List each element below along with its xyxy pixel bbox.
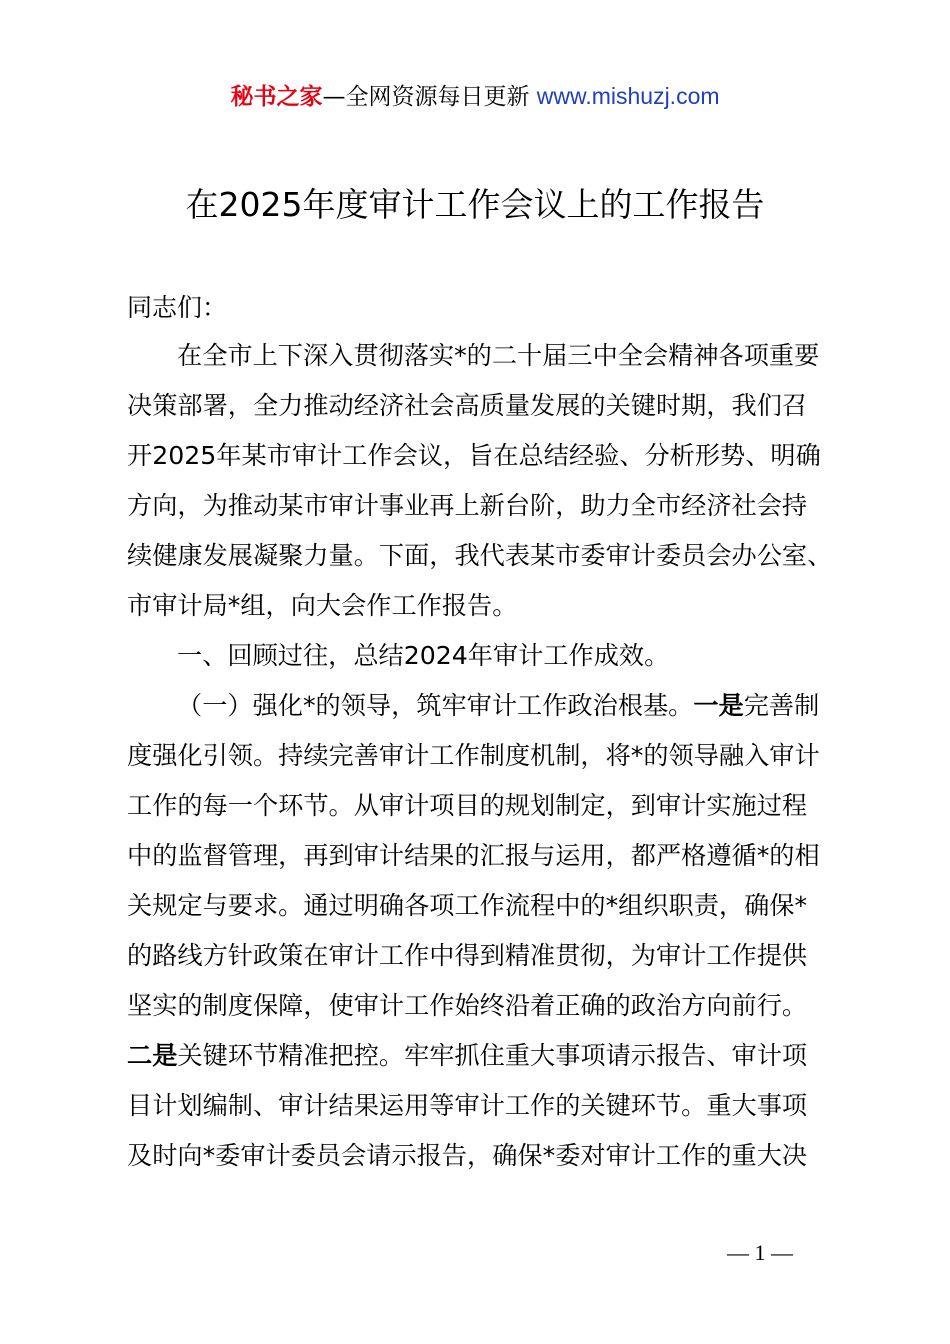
paragraph-line: 方向，为推动某市审计事业再上新台阶，助力全市经济社会持: [127, 491, 808, 520]
subsection-heading: （一）强化*的领导，筑牢审计工作政治根基。一是完善制: [177, 691, 820, 720]
paragraph-line: 工作的每一个环节。从审计项目的规划制定，到审计实施过程: [127, 791, 808, 820]
paragraph-line: 市审计局*组，向大会作工作报告。: [127, 591, 518, 620]
salutation: 同志们：: [127, 293, 228, 322]
paragraph-line: 度强化引领。持续完善审计工作制度机制，将*的领导融入审计: [127, 741, 820, 770]
paragraph-line: 目计划编制、审计结果运用等审计工作的关键环节。重大事项: [127, 1091, 808, 1120]
paragraph-line: 中的监督管理，再到审计结果的汇报与运用，都严格遵循*的相: [127, 841, 820, 870]
paragraph-line: 在全市上下深入贯彻落实*的二十届三中全会精神各项重要: [177, 341, 820, 370]
paragraph-line: 的路线方针政策在审计工作中得到精准贯彻，为审计工作提供: [127, 941, 808, 970]
section-heading: 一、回顾过往，总结2024年审计工作成效。: [177, 641, 670, 670]
brand-name: 秘书之家: [230, 84, 323, 110]
paragraph-line: 续健康发展凝聚力量。下面，我代表某市委审计委员会办公室、: [127, 541, 833, 570]
document-title: 在2025年度审计工作会议上的工作报告: [185, 185, 765, 224]
paragraph-line: 坚实的制度保障，使审计工作始终沿着正确的政治方向前行。: [127, 991, 808, 1020]
paragraph-line: 及时向*委审计委员会请示报告，确保*委对审计工作的重大决: [127, 1141, 808, 1170]
page-number: — 1 —: [727, 1240, 793, 1265]
site-tagline: —全网资源每日更新: [322, 84, 537, 110]
paragraph-line: 关规定与要求。通过明确各项工作流程中的*组织职责，确保*: [127, 891, 808, 920]
paragraph-line: 二是关键环节精准把控。牢牢抓住重大事项请示报告、审计项: [127, 1041, 808, 1070]
paragraph-line: 开2025年某市审计工作会议，旨在总结经验、分析形势、明确: [127, 441, 821, 470]
paragraph-line: 决策部署，全力推动经济社会高质量发展的关键时期，我们召: [127, 391, 808, 420]
site-url-link[interactable]: www.mishuzj.com: [536, 83, 720, 109]
site-header: [0, 80, 950, 113]
